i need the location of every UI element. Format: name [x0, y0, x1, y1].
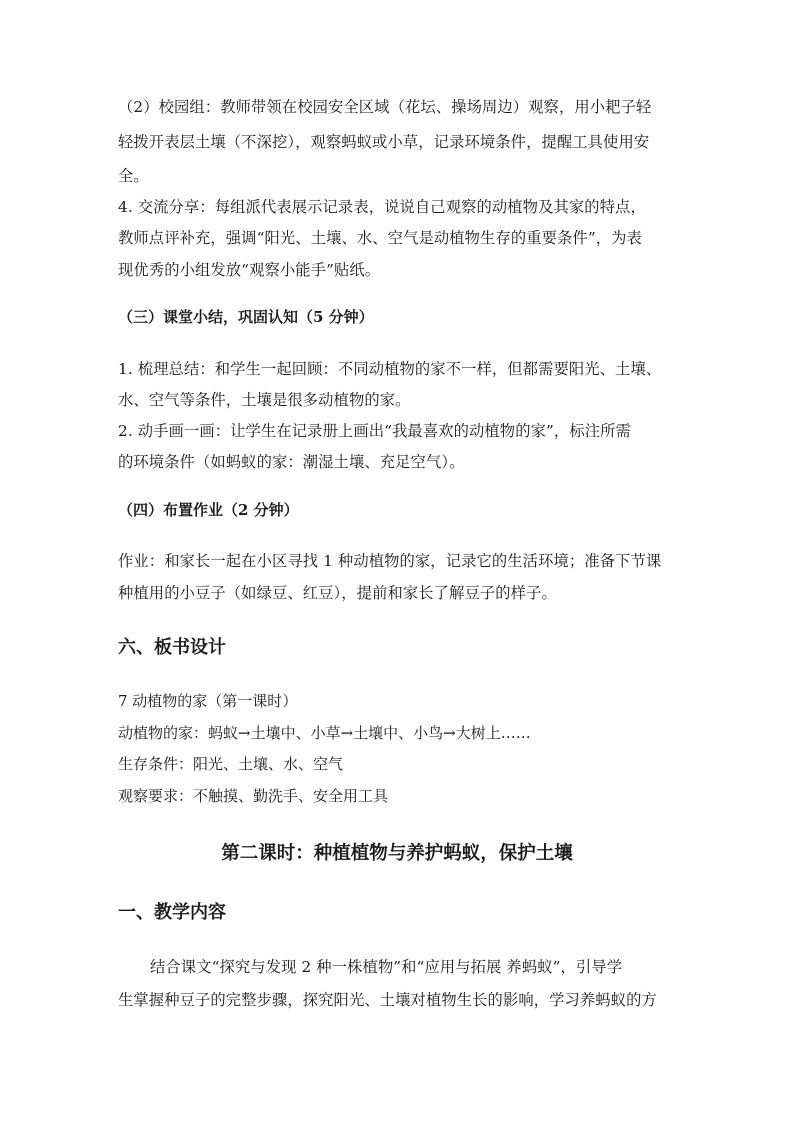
paragraph-line: 现优秀的小组发放“观察小能手”贴纸。	[118, 261, 381, 279]
section-heading-homework: （四）布置作业（2 分钟）	[118, 501, 299, 519]
paragraph-line: 水、空气等条件，土壤是很多动植物的家。	[118, 391, 411, 409]
paragraph-line: 1. 梳理总结：和学生一起回顾：不同动植物的家不一样，但都需要阳光、土壤、	[118, 360, 662, 378]
paragraph-line: （2）校园组：教师带领在校园安全区域（花坛、操场周边）观察，用小耙子轻	[118, 98, 652, 116]
paragraph-line: 4. 交流分享：每组派代表展示记录表，说说自己观察的动植物及其家的特点，	[118, 198, 646, 216]
lesson-two-title: 第二课时：种植植物与养护蚂蚁，保护土壤	[221, 843, 573, 864]
board-line: 7 动植物的家（第一课时）	[118, 692, 298, 710]
section-heading-summary: （三）课堂小结，巩固认知（5 分钟）	[118, 308, 374, 326]
board-line: 动植物的家：蚂蚁→土壤中、小草→土壤中、小鸟→大树上……	[118, 724, 531, 742]
paragraph-line: 2. 动手画一画：让学生在记录册上画出“我最喜欢的动植物的家”，标注所需	[118, 422, 631, 440]
board-line: 生存条件：阳光、土壤、水、空气	[118, 755, 344, 773]
paragraph-line: 教师点评补充，强调“阳光、土壤、水、空气是动植物生存的重要条件”，为表	[118, 229, 642, 247]
paragraph-line: 轻拨开表层土壤（不深挖），观察蚂蚁或小草，记录环境条件，提醒工具使用安	[118, 133, 650, 151]
paragraph-line: 作业：和家长一起在小区寻找 1 种动植物的家，记录它的生活环境；准备下节课	[118, 552, 662, 570]
section-heading-content: 一、教学内容	[118, 902, 226, 923]
paragraph-line: 生掌握种豆子的完整步骤，探究阳光、土壤对植物生长的影响，学习养蚂蚁的方	[118, 991, 657, 1009]
section-heading-board: 六、板书设计	[118, 637, 226, 658]
paragraph-line: 种植用的小豆子（如绿豆、红豆），提前和家长了解豆子的样子。	[118, 584, 557, 602]
paragraph-line: 结合课文“探究与发现 2 种一株植物”和“应用与拓展 养蚂蚁”，引导学	[150, 958, 623, 976]
board-line: 观察要求：不触摸、勤洗手、安全用工具	[118, 787, 389, 805]
paragraph-line: 全。	[118, 167, 149, 185]
paragraph-line: 的环境条件（如蚂蚁的家：潮湿土壤、充足空气）。	[118, 453, 465, 471]
